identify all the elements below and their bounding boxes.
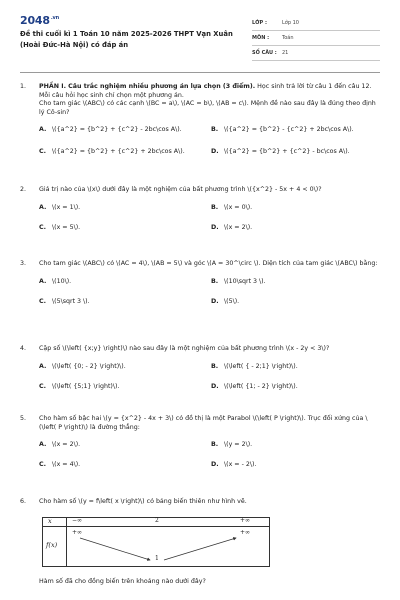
exam-title: Đề thi cuối kì 1 Toán 10 năm 2025-2026 THPT Vạn Xuân (Hoài Đức-Hà Nội) có đáp án [20, 30, 233, 49]
fx-value-left: +∞ [72, 529, 83, 536]
option-d[interactable]: D. \(x = - 2\). [211, 461, 257, 468]
x-value-pos-inf: +∞ [240, 517, 251, 524]
option-d[interactable]: D. \({a^2} = {b^2} + {c^2} - bc\cos A\). [211, 148, 350, 155]
question-text: Cho tam giác \(ABC\) có \(AC = 4\), \(AB = 5\) và góc \(A = 30^\circ \). Diện tích của tam giác \(ABC\) bằng: [39, 260, 378, 267]
meta-row-class: LỚP : Lớp 10 [252, 16, 380, 31]
question-text: Giá trị nào của \(x\) dưới đây là một nghiệm của bất phương trình \({x^2} - 5x + 4 < 0\)? [39, 186, 322, 193]
option-b[interactable]: B. \({a^2} = {b^2} - {c^2} + 2bc\cos A\). [211, 126, 354, 133]
option-d[interactable]: D. \(x = 2\). [211, 223, 253, 231]
fx-value-min: 1 [155, 555, 159, 562]
option-a[interactable]: A. \({a^2} = {b^2} + {c^2} - 2bc\cos A\). [39, 126, 182, 133]
option-d[interactable]: D. \(5\). [211, 297, 240, 305]
option-b[interactable]: B. \(\left( { - 2;1} \right)\). [211, 362, 298, 370]
exam-meta-table [252, 16, 380, 61]
increasing-arrow [164, 538, 236, 560]
fx-value-right: +∞ [240, 529, 251, 536]
question-6-prompt: Hàm số đã cho đồng biến trên khoảng nào dưới đây? [39, 578, 206, 585]
question-number: 1. [20, 83, 27, 90]
option-c[interactable]: C. \(x = 4\). [39, 461, 81, 468]
option-a[interactable]: A. \(x = 2\). [39, 441, 81, 448]
question-4: 4. Cặp số \(\left( {x;y} \right)\) nào sau đây là một nghiệm của bất phương trình \(x - 2y < 3\)? A. \(\left( {0; - 2} \right)\). B. \(\left( { - 2;1} \right)\). C. \(\left( {5;1} \right)\). D. \(\left( {1; - 2} \right)\). [20, 345, 380, 399]
answer-options [39, 363, 380, 399]
section-heading: PHẦN I. Câu trắc nghiệm nhiều phương án lựa chọn (3 điểm). [39, 83, 256, 90]
question-text: Cặp số \(\left( {x;y} \right)\) nào sau đây là một nghiệm của bất phương trình \(x - 2y < 3\)? [39, 345, 330, 352]
question-2: 2. Giá trị nào của \(x\) dưới đây là một nghiệm của bất phương trình \({x^2} - 5x + 4 < 0\)? A. \(x = 1\). B. \(x = 0\). C. \(x = 5\). D. \(x = 2\). [20, 186, 380, 240]
variation-arrows [42, 517, 270, 567]
option-b[interactable]: B. \(x = 0\). [211, 203, 253, 211]
question-1 [20, 83, 380, 162]
option-b[interactable]: B. \(10\sqrt 3 \). [211, 277, 266, 285]
answer-options [39, 204, 380, 240]
option-c[interactable]: C. \(5\sqrt 3 \). [39, 297, 90, 305]
question-text: PHẦN I. Câu trắc nghiệm nhiều phương án lựa chọn (3 điểm). Học sinh trả lời từ câu 1 đến câu 12. Mỗi câu hỏi học sinh chỉ chọn một phương án. Cho tam giác \(ABC\) có các cạnh \(BC = a\), \(AC = b\), \(AB = c\). Mệnh đề nào sau đây là đúng theo định lý Cô-sin? [39, 83, 376, 116]
decreasing-arrow [80, 538, 150, 560]
answer-options [39, 126, 380, 162]
answer-options [39, 441, 380, 477]
meta-row-subject: MÔN : Toán [252, 31, 380, 46]
option-c[interactable]: C. \(\left( {5;1} \right)\). [39, 382, 120, 390]
header-divider [20, 72, 380, 73]
option-c[interactable]: C. \({a^2} = {b^2} + {c^2} + 2bc\cos A\). [39, 148, 185, 155]
x-row-label: x [48, 517, 52, 525]
question-6: 6. Cho hàm số \(y = f\left( x \right)\) có bảng biến thiên như hình vẽ. [20, 498, 380, 507]
option-a[interactable]: A. \(x = 1\). [39, 203, 81, 211]
answer-options [39, 278, 380, 314]
option-c[interactable]: C. \(x = 5\). [39, 223, 81, 231]
question-3: 3. Cho tam giác \(ABC\) có \(AC = 4\), \(AB = 5\) và góc \(A = 30^\circ \). Diện tích của tam giác \(ABC\) bằng: A. \(10\). B. \(10\sqrt 3 \). C. \(5\sqrt 3 \). D. \(5\). [20, 260, 380, 314]
option-d[interactable]: D. \(\left( {1; - 2} \right)\). [211, 382, 298, 390]
question-text: Cho hàm số \(y = f\left( x \right)\) có bảng biến thiên như hình vẽ. [39, 498, 247, 505]
question-text: Cho hàm số bậc hai \(y = {x^2} - 4x + 3\) có đồ thị là một Parabol \(\left( P \right)\). Trục đối xứng của \(\left( P \right)\) là đường thẳng: [39, 415, 368, 431]
option-a[interactable]: A. \(\left( {0; - 2} \right)\). [39, 362, 126, 370]
question-5: 5. Cho hàm số bậc hai \(y = {x^2} - 4x + 3\) có đồ thị là một Parabol \(\left( P \right)\). Trục đối xứng của \(\left( P \right)\) là đường thẳng: A. \(x = 2\). B. \(y = 2\). C. \(x = 4\). D. \(x = - 2\). [20, 415, 380, 477]
meta-row-count: SỐ CÂU : 21 [252, 46, 380, 61]
fx-row-label: f(x) [46, 541, 58, 549]
page-header [20, 14, 380, 66]
option-b[interactable]: B. \(y = 2\). [211, 441, 253, 448]
option-a[interactable]: A. \(10\). [39, 277, 72, 285]
variation-table [42, 517, 270, 567]
x-value-neg-inf: −∞ [72, 517, 83, 524]
site-logo[interactable]: $2048^{.vn}$ [20, 14, 59, 27]
x-value-2: 2 [155, 517, 159, 524]
